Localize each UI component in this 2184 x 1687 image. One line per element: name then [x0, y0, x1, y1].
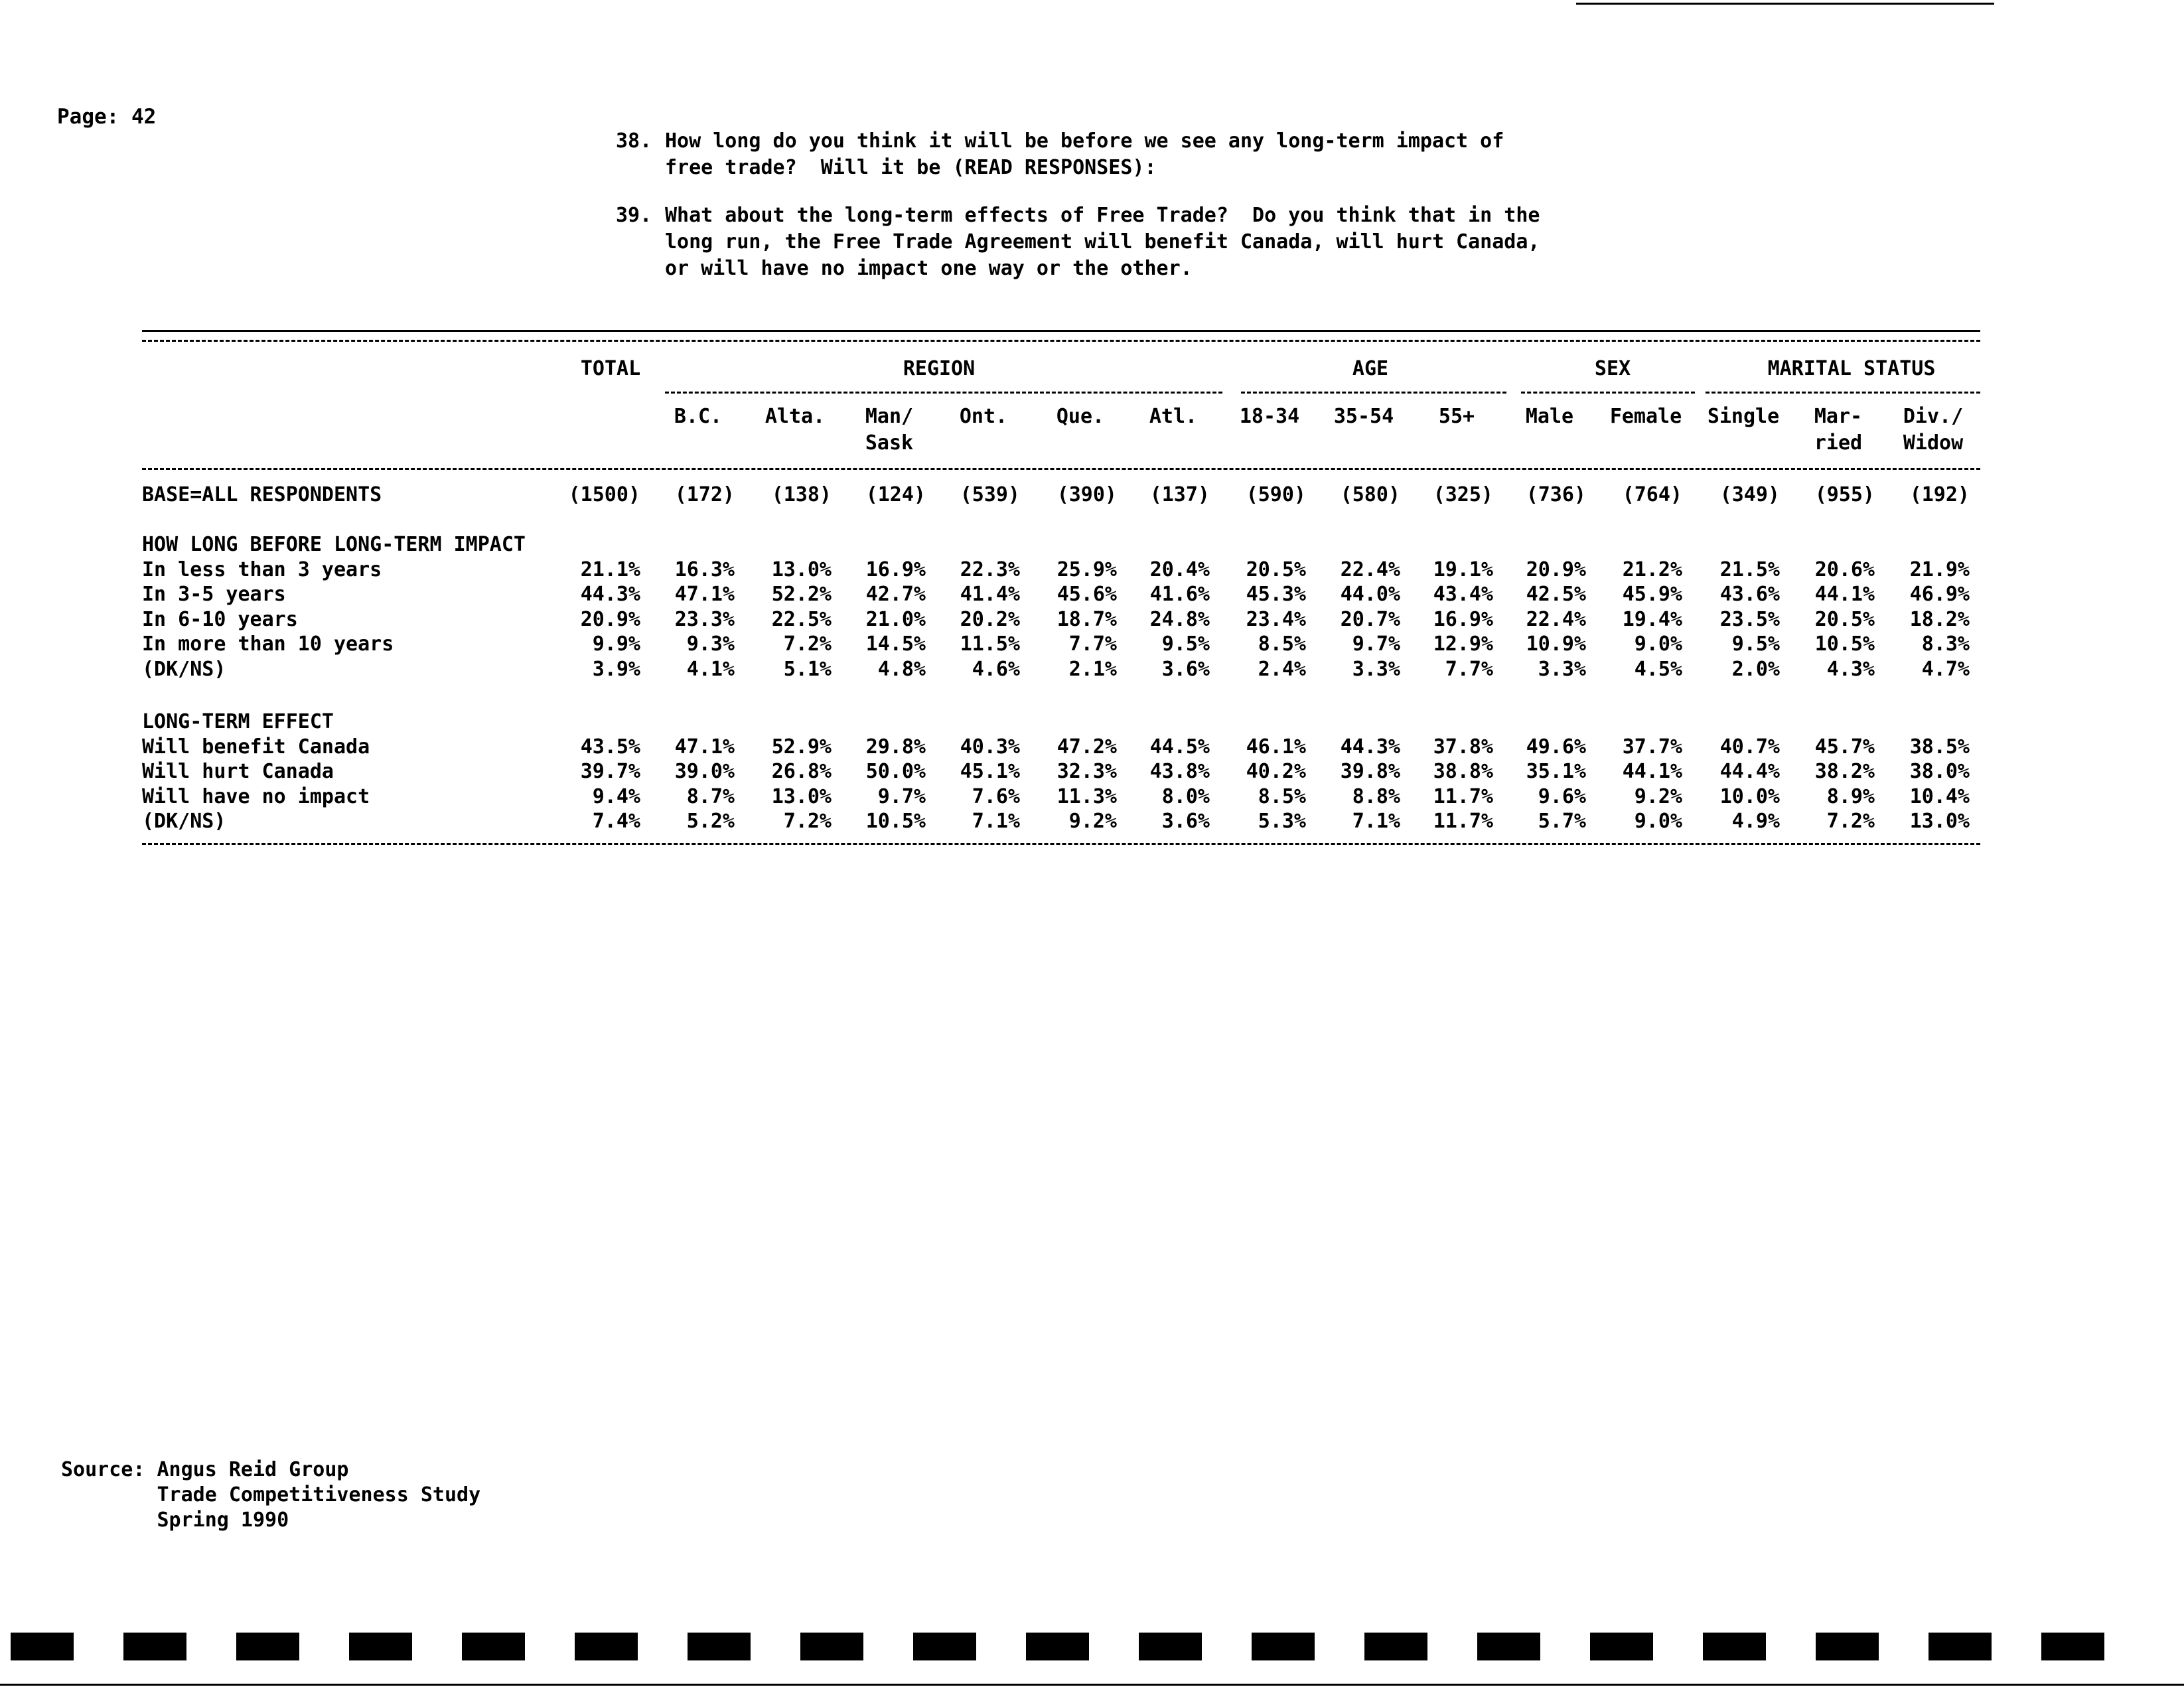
table-cell: 3.3%	[1352, 658, 1400, 681]
film-strip-border	[0, 1633, 2184, 1666]
group-header-total: TOTAL	[580, 357, 641, 380]
table-cell: 43.4%	[1433, 583, 1493, 606]
column-header-line: Man/	[865, 405, 914, 428]
base-cell: (736)	[1526, 483, 1586, 506]
film-hole	[575, 1633, 638, 1660]
table-cell: 20.6%	[1814, 558, 1875, 581]
table-cell: 12.9%	[1433, 632, 1493, 656]
table-cell: 23.3%	[674, 608, 735, 631]
table-cell: 38.2%	[1814, 760, 1875, 783]
table-cell: 35.1%	[1526, 760, 1586, 783]
region-underline	[665, 392, 1222, 394]
table-cell: 18.7%	[1056, 608, 1117, 631]
table-cell: 3.3%	[1538, 658, 1586, 681]
table-cell: 23.4%	[1246, 608, 1306, 631]
table-cell: 3.9%	[592, 658, 640, 681]
table-cell: 42.7%	[865, 583, 926, 606]
table-cell: 43.6%	[1719, 583, 1780, 606]
table-cell: 20.2%	[960, 608, 1020, 631]
table-cell: 7.1%	[1352, 810, 1400, 833]
film-hole	[1816, 1633, 1879, 1660]
base-cell: (539)	[960, 483, 1020, 506]
table-cell: 10.5%	[865, 810, 926, 833]
table-cell: 41.4%	[960, 583, 1020, 606]
table-cell: 8.5%	[1258, 785, 1306, 808]
column-header-line: Atl.	[1149, 405, 1198, 428]
column-header-line: Sask	[865, 431, 914, 455]
marital-status-underline	[1706, 392, 1980, 394]
row-label: In 6-10 years	[142, 608, 298, 631]
table-cell: 4.5%	[1634, 658, 1682, 681]
row-label: (DK/NS)	[142, 810, 226, 833]
table-cell: 21.1%	[580, 558, 640, 581]
column-header	[1603, 403, 1689, 430]
table-cell: 39.0%	[674, 760, 735, 783]
column-header	[1414, 403, 1500, 430]
table-cell: 22.5%	[771, 608, 832, 631]
table-cell: 2.4%	[1258, 658, 1306, 681]
table-cell: 7.2%	[783, 632, 832, 656]
row-label: (DK/NS)	[142, 658, 226, 681]
table-cell: 29.8%	[865, 735, 926, 759]
base-label: BASE=ALL RESPONDENTS	[142, 483, 382, 506]
age-underline	[1241, 392, 1506, 394]
table-cell: 47.1%	[674, 735, 735, 759]
base-cell: (325)	[1433, 483, 1493, 506]
column-header-line: 35-54	[1333, 405, 1394, 428]
film-hole	[11, 1633, 74, 1660]
row-label: In less than 3 years	[142, 558, 382, 581]
column-header	[1795, 403, 1881, 457]
section-title: HOW LONG BEFORE LONG-TERM IMPACT	[142, 533, 526, 556]
column-header-line: Ont.	[959, 405, 1008, 428]
table-cell: 13.0%	[771, 785, 832, 808]
group-header-region: REGION	[903, 357, 976, 380]
table-cell: 8.3%	[1921, 632, 1970, 656]
table-cell: 7.6%	[972, 785, 1020, 808]
column-header-line: 55+	[1438, 405, 1475, 428]
table-cell: 20.5%	[1814, 608, 1875, 631]
base-cell: (137)	[1149, 483, 1210, 506]
table-cell: 9.7%	[877, 785, 926, 808]
table-cell: 9.0%	[1634, 810, 1682, 833]
table-cell: 3.6%	[1161, 810, 1210, 833]
column-header	[1321, 403, 1407, 430]
column-header-line: B.C.	[674, 405, 723, 428]
column-header-line: 18-34	[1239, 405, 1300, 428]
film-hole	[1026, 1633, 1089, 1660]
table-cell: 44.3%	[1340, 735, 1400, 759]
table-cell: 20.7%	[1340, 608, 1400, 631]
base-cell: (764)	[1622, 483, 1682, 506]
table-cell: 13.0%	[771, 558, 832, 581]
table-cell: 9.2%	[1068, 810, 1117, 833]
film-hole	[236, 1633, 299, 1660]
source-line: Trade Competitiveness Study	[61, 1483, 481, 1506]
base-cell: (124)	[865, 483, 926, 506]
column-header	[1700, 403, 1786, 430]
table-cell: 4.9%	[1731, 810, 1780, 833]
column-header	[940, 403, 1027, 430]
table-cell: 38.5%	[1909, 735, 1970, 759]
table-cell: 20.4%	[1149, 558, 1210, 581]
table-cell: 4.6%	[972, 658, 1020, 681]
film-hole	[1364, 1633, 1427, 1660]
table-cell: 11.7%	[1433, 785, 1493, 808]
sex-underline	[1521, 392, 1695, 394]
table-cell: 11.3%	[1056, 785, 1117, 808]
film-hole	[1590, 1633, 1653, 1660]
table-cell: 16.9%	[1433, 608, 1493, 631]
table-cell: 46.1%	[1246, 735, 1306, 759]
column-header-line: Widow	[1903, 431, 1964, 455]
source-line: Source: Angus Reid Group	[61, 1458, 349, 1481]
film-hole	[462, 1633, 525, 1660]
table-cell: 26.8%	[771, 760, 832, 783]
bottom-rule	[0, 1684, 2184, 1686]
table-cell: 9.5%	[1161, 632, 1210, 656]
table-cell: 46.9%	[1909, 583, 1970, 606]
table-cell: 21.9%	[1909, 558, 1970, 581]
group-header-marital-status: MARITAL STATUS	[1767, 357, 1936, 380]
column-header	[1890, 403, 1976, 457]
column-header	[655, 403, 741, 430]
table-cell: 8.7%	[686, 785, 735, 808]
table-cell: 39.7%	[580, 760, 640, 783]
table-cell: 9.4%	[592, 785, 640, 808]
table-cell: 4.8%	[877, 658, 926, 681]
column-header	[1130, 403, 1216, 430]
table-cell: 52.2%	[771, 583, 832, 606]
table-cell: 52.9%	[771, 735, 832, 759]
table-cell: 49.6%	[1526, 735, 1586, 759]
table-cell: 16.3%	[674, 558, 735, 581]
table-cell: 10.0%	[1719, 785, 1780, 808]
question-number: 39.	[616, 204, 652, 227]
table-cell: 20.5%	[1246, 558, 1306, 581]
table-cell: 42.5%	[1526, 583, 1586, 606]
table-cell: 44.1%	[1814, 583, 1875, 606]
film-hole	[1477, 1633, 1540, 1660]
film-hole	[1929, 1633, 1992, 1660]
column-header-line: Alta.	[764, 405, 826, 428]
table-cell: 21.5%	[1719, 558, 1780, 581]
row-label: In 3-5 years	[142, 583, 286, 606]
table-cell: 13.0%	[1909, 810, 1970, 833]
table-cell: 5.3%	[1258, 810, 1306, 833]
table-cell: 45.6%	[1056, 583, 1117, 606]
table-cell: 38.0%	[1909, 760, 1970, 783]
header-bottom-dash-rule	[142, 468, 1980, 470]
table-cell: 7.7%	[1445, 658, 1493, 681]
table-cell: 20.9%	[580, 608, 640, 631]
base-cell: (138)	[771, 483, 832, 506]
table-cell: 3.6%	[1161, 658, 1210, 681]
table-cell: 37.7%	[1622, 735, 1682, 759]
base-cell: (955)	[1814, 483, 1875, 506]
table-cell: 8.8%	[1352, 785, 1400, 808]
table-cell: 19.1%	[1433, 558, 1493, 581]
table-cell: 44.4%	[1719, 760, 1780, 783]
table-cell: 9.5%	[1731, 632, 1780, 656]
table-cell: 47.1%	[674, 583, 735, 606]
table-cell: 45.1%	[960, 760, 1020, 783]
film-hole	[2041, 1633, 2104, 1660]
table-cell: 4.3%	[1826, 658, 1875, 681]
table-cell: 7.1%	[972, 810, 1020, 833]
table-cell: 8.9%	[1826, 785, 1875, 808]
table-cell: 9.7%	[1352, 632, 1400, 656]
question-text: How long do you think it will be before we see any long-term impact of free trade? Will it be (READ RESPONSES):	[665, 129, 1504, 179]
column-header	[1226, 403, 1313, 430]
table-cell: 16.9%	[865, 558, 926, 581]
table-cell: 4.7%	[1921, 658, 1970, 681]
film-hole	[800, 1633, 863, 1660]
column-header	[1037, 403, 1124, 430]
table-cell: 5.2%	[686, 810, 735, 833]
table-cell: 47.2%	[1056, 735, 1117, 759]
table-cell: 50.0%	[865, 760, 926, 783]
question-text: What about the long-term effects of Free Trade? Do you think that in the long run, the Free Trade Agreement will benefit Canada, will hurt Canada, or will have no impact one way or the other.	[665, 204, 1540, 280]
table-cell: 9.6%	[1538, 785, 1586, 808]
table-cell: 8.0%	[1161, 785, 1210, 808]
film-hole	[1703, 1633, 1766, 1660]
column-header	[1506, 403, 1593, 430]
table-cell: 44.5%	[1149, 735, 1210, 759]
table-cell: 45.7%	[1814, 735, 1875, 759]
film-hole	[1139, 1633, 1202, 1660]
base-cell: (580)	[1340, 483, 1400, 506]
column-header	[752, 403, 838, 430]
row-label: In more than 10 years	[142, 632, 394, 656]
table-cell: 18.2%	[1909, 608, 1970, 631]
table-cell: 4.1%	[686, 658, 735, 681]
source-note	[61, 1457, 480, 1533]
table-cell: 9.0%	[1634, 632, 1682, 656]
column-header-line: Mar-	[1814, 405, 1863, 428]
column-header-line: Female	[1609, 405, 1682, 428]
row-label: Will benefit Canada	[142, 735, 370, 759]
table-cell: 2.0%	[1731, 658, 1780, 681]
base-cell: (192)	[1909, 483, 1970, 506]
table-cell: 44.1%	[1622, 760, 1682, 783]
table-cell: 10.5%	[1814, 632, 1875, 656]
table-cell: 7.4%	[592, 810, 640, 833]
base-cell: (349)	[1719, 483, 1780, 506]
top-right-rule	[1576, 3, 1994, 5]
table-cell: 44.0%	[1340, 583, 1400, 606]
table-top-rule	[142, 330, 1980, 332]
film-hole	[1252, 1633, 1315, 1660]
column-header-line: Single	[1707, 405, 1780, 428]
table-cell: 21.0%	[865, 608, 926, 631]
table-cell: 2.1%	[1068, 658, 1117, 681]
question-number: 38.	[616, 129, 652, 153]
table-cell: 45.9%	[1622, 583, 1682, 606]
page-number: Page: 42	[57, 105, 157, 129]
table-cell: 14.5%	[865, 632, 926, 656]
table-top-dash-rule	[142, 340, 1980, 342]
row-label: Will hurt Canada	[142, 760, 334, 783]
column-header-line: Male	[1525, 405, 1574, 428]
base-cell: (390)	[1056, 483, 1117, 506]
table-cell: 19.4%	[1622, 608, 1682, 631]
table-cell: 39.8%	[1340, 760, 1400, 783]
table-cell: 5.7%	[1538, 810, 1586, 833]
base-cell: (590)	[1246, 483, 1306, 506]
column-header-line: Que.	[1056, 405, 1105, 428]
table-cell: 10.9%	[1526, 632, 1586, 656]
table-cell: 9.9%	[592, 632, 640, 656]
column-header-line: ried	[1814, 431, 1863, 455]
table-cell: 9.2%	[1634, 785, 1682, 808]
base-cell: (1500)	[568, 483, 640, 506]
film-hole	[688, 1633, 751, 1660]
table-cell: 40.7%	[1719, 735, 1780, 759]
base-cell: (172)	[674, 483, 735, 506]
table-cell: 24.8%	[1149, 608, 1210, 631]
table-cell: 45.3%	[1246, 583, 1306, 606]
group-header-age: AGE	[1352, 357, 1389, 380]
table-cell: 22.4%	[1340, 558, 1400, 581]
film-hole	[913, 1633, 976, 1660]
column-header-line: Div./	[1903, 405, 1964, 428]
table-cell: 43.8%	[1149, 760, 1210, 783]
table-cell: 37.8%	[1433, 735, 1493, 759]
table-cell: 21.2%	[1622, 558, 1682, 581]
table-cell: 40.2%	[1246, 760, 1306, 783]
table-cell: 22.4%	[1526, 608, 1586, 631]
table-cell: 40.3%	[960, 735, 1020, 759]
table-cell: 7.2%	[783, 810, 832, 833]
film-hole	[123, 1633, 186, 1660]
table-cell: 5.1%	[783, 658, 832, 681]
table-cell: 10.4%	[1909, 785, 1970, 808]
table-cell: 8.5%	[1258, 632, 1306, 656]
table-cell: 25.9%	[1056, 558, 1117, 581]
table-cell: 32.3%	[1056, 760, 1117, 783]
source-line: Spring 1990	[61, 1508, 289, 1532]
film-hole	[349, 1633, 412, 1660]
table-cell: 22.3%	[960, 558, 1020, 581]
section-title: LONG-TERM EFFECT	[142, 710, 334, 733]
table-cell: 38.8%	[1433, 760, 1493, 783]
table-cell: 11.7%	[1433, 810, 1493, 833]
table-cell: 7.7%	[1068, 632, 1117, 656]
table-bottom-dash-rule	[142, 843, 1980, 845]
table-cell: 44.3%	[580, 583, 640, 606]
table-cell: 20.9%	[1526, 558, 1586, 581]
table-cell: 43.5%	[580, 735, 640, 759]
table-cell: 7.2%	[1826, 810, 1875, 833]
column-header	[846, 403, 932, 457]
table-cell: 9.3%	[686, 632, 735, 656]
table-cell: 41.6%	[1149, 583, 1210, 606]
table-cell: 11.5%	[960, 632, 1020, 656]
row-label: Will have no impact	[142, 785, 370, 808]
group-header-sex: SEX	[1594, 357, 1631, 380]
table-cell: 23.5%	[1719, 608, 1780, 631]
